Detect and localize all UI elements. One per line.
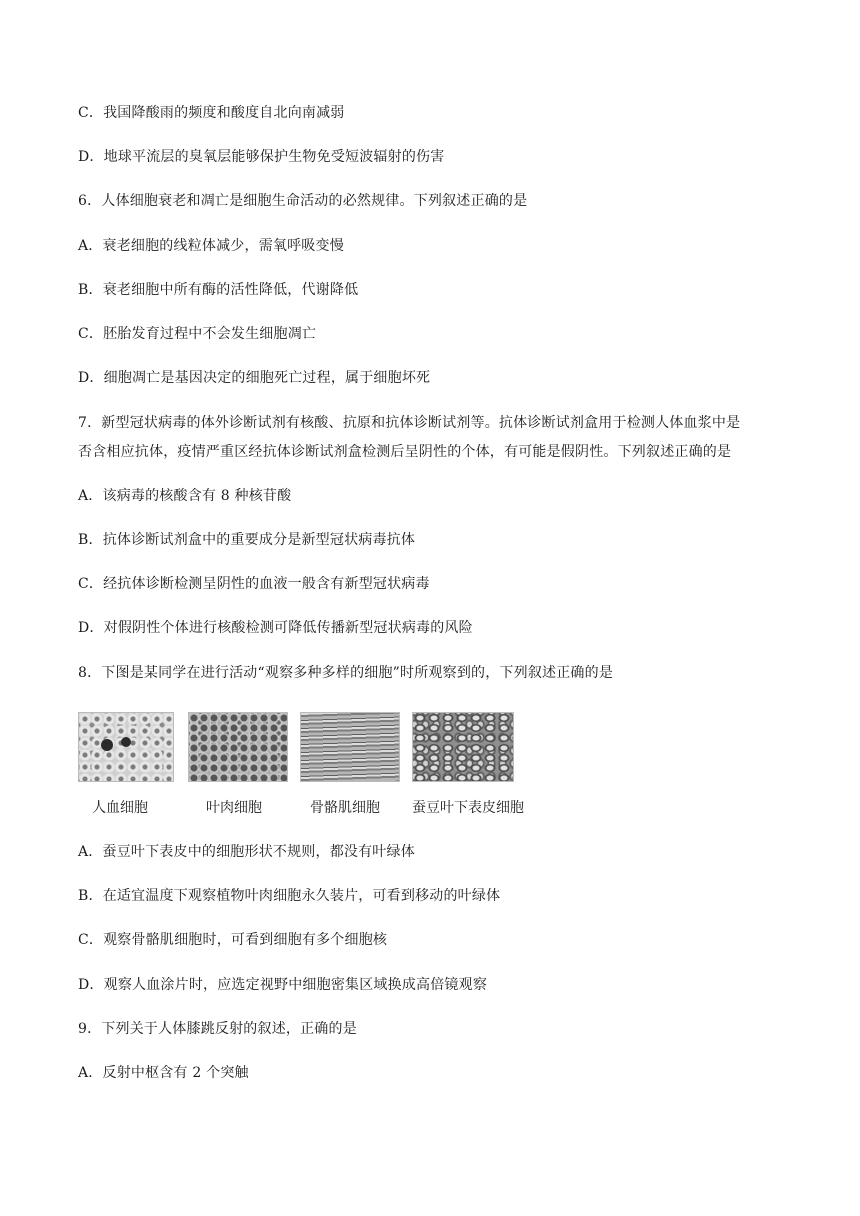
q6-stem: 6．人体细胞衰老和凋亡是细胞生命活动的必然规律。下列叙述正确的是 <box>78 193 528 209</box>
q7-option-a: A．该病毒的核酸含有 8 种核苷酸 <box>78 488 292 504</box>
q5-option-c: C．我国降酸雨的频度和酸度自北向南减弱 <box>78 105 345 121</box>
q6-option-d: D．细胞凋亡是基因决定的细胞死亡过程，属于细胞坏死 <box>78 370 431 386</box>
caption-skeletal-muscle-cell: 骨骼肌细胞 <box>310 800 380 816</box>
q8-stem: 8．下图是某同学在进行活动“观察多种多样的细胞”时所观察到的，下列叙述正确的是 <box>78 665 614 681</box>
q7-option-b: B．抗体诊断试剂盒中的重要成分是新型冠状病毒抗体 <box>78 532 416 548</box>
q6-option-a: A．衰老细胞的线粒体减少，需氧呼吸变慢 <box>78 238 344 254</box>
q8-option-b: B．在适宜温度下观察植物叶肉细胞永久装片，可看到移动的叶绿体 <box>78 888 501 904</box>
q5-option-d: D．地球平流层的臭氧层能够保护生物免受短波辐射的伤害 <box>78 149 445 165</box>
q9-stem: 9．下列关于人体膝跳反射的叙述，正确的是 <box>78 1021 357 1037</box>
leaf-mesophyll-cell-image <box>188 712 288 782</box>
caption-human-blood-cell: 人血细胞 <box>92 800 148 816</box>
q7-stem-line1: 7．新型冠状病毒的体外诊断试剂有核酸、抗原和抗体诊断试剂等。抗体诊断试剂盒用于检测人体血浆中是 <box>78 415 741 431</box>
q6-option-c: C．胚胎发育过程中不会发生细胞凋亡 <box>78 326 317 342</box>
q8-option-d: D．观察人血涂片时，应选定视野中细胞密集区域换成高倍镜观察 <box>78 977 488 993</box>
q8-option-c: C．观察骨骼肌细胞时，可看到细胞有多个细胞核 <box>78 932 388 948</box>
q8-option-a: A．蚕豆叶下表皮中的细胞形状不规则，都没有叶绿体 <box>78 844 415 860</box>
skeletal-muscle-cell-image <box>300 712 400 782</box>
human-blood-cell-image <box>78 712 174 782</box>
broad-bean-epidermis-cell-image <box>412 712 514 782</box>
q7-stem-line2: 否含相应抗体，疫情严重区经抗体诊断试剂盒检测后呈阴性的个体，有可能是假阴性。下列叙述正确的是 <box>78 444 732 460</box>
caption-leaf-mesophyll-cell: 叶肉细胞 <box>206 800 262 816</box>
q7-option-c: C．经抗体诊断检测呈阴性的血液一般含有新型冠状病毒 <box>78 576 430 592</box>
q6-option-b: B．衰老细胞中所有酶的活性降低，代谢降低 <box>78 282 359 298</box>
q7-option-d: D．对假阴性个体进行核酸检测可降低传播新型冠状病毒的风险 <box>78 620 473 636</box>
caption-broad-bean-epidermis-cell: 蚕豆叶下表皮细胞 <box>412 800 524 816</box>
q9-option-a: A．反射中枢含有 2 个突触 <box>78 1065 249 1081</box>
